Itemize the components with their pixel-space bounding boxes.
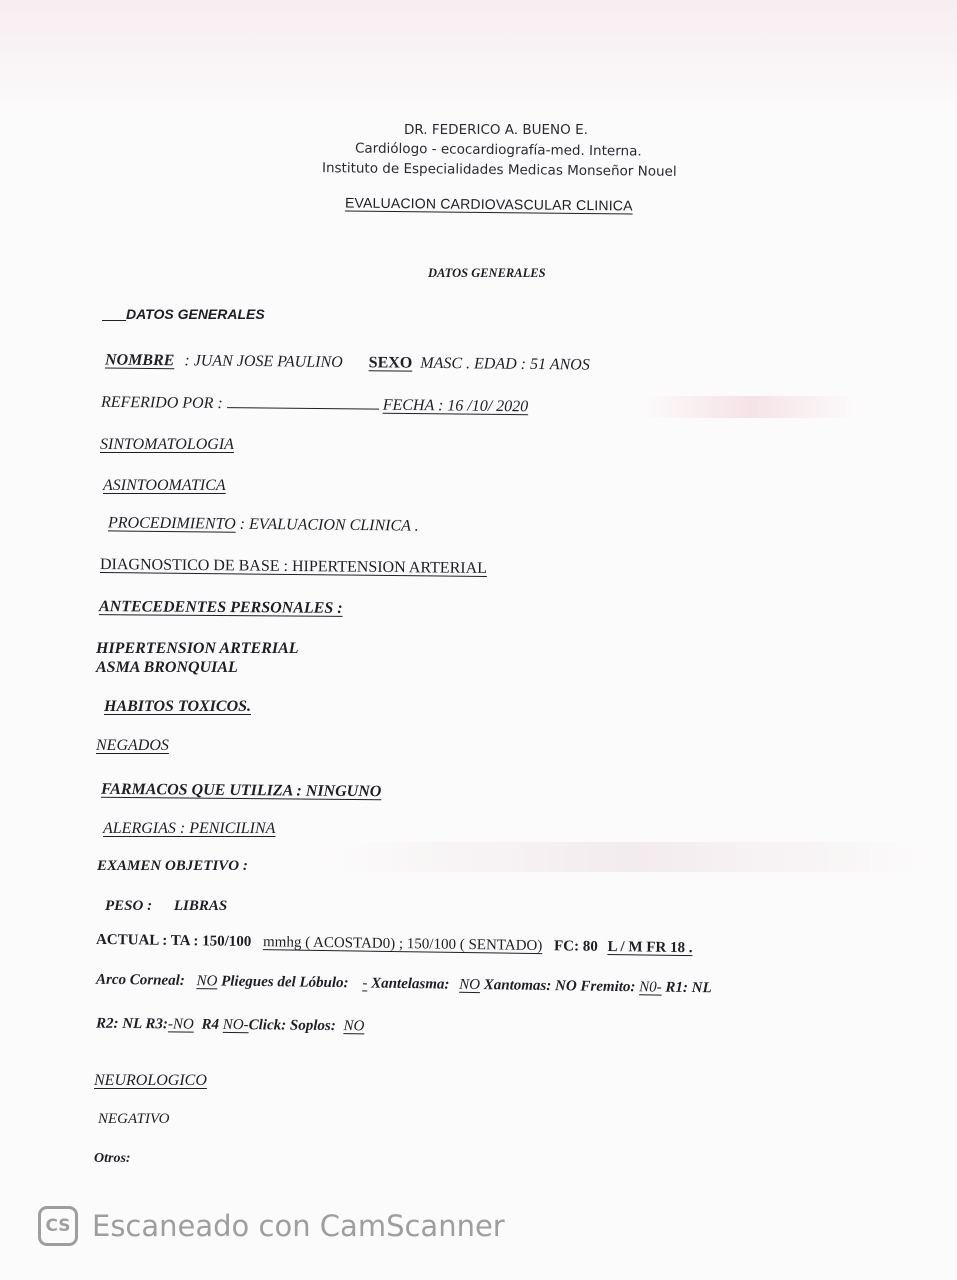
- xantelasma-label: Xantelasma:: [371, 975, 450, 993]
- scan-noise-band: [320, 842, 940, 872]
- vitals-row: [96, 932, 693, 957]
- xantelasma-value: NO: [459, 976, 481, 994]
- peso-value: LIBRAS: [173, 898, 228, 914]
- nombre-label: NOMBRE: [104, 351, 175, 370]
- exam-line-2: [96, 1016, 365, 1036]
- report-title: EVALUACION CARDIOVASCULAR CLINICA: [344, 194, 633, 214]
- diagnostico: DIAGNOSTICO DE BASE : HIPERTENSION ARTERIAL: [99, 555, 488, 578]
- underline-mark: [102, 320, 126, 321]
- neurologico-label: NEUROLOGICO: [94, 1072, 207, 1089]
- scan-noise-top: [0, 0, 957, 120]
- section-title-left: [102, 306, 265, 322]
- pliegues-label: Pliegues del Lóbulo:: [221, 973, 349, 992]
- nombre-value: : JUAN JOSE PAULINO: [184, 352, 343, 371]
- click-soplos-label: Click: Soplos:: [248, 1017, 336, 1035]
- habitos-label: HABITOS TOXICOS.: [104, 698, 252, 715]
- section-title-left-text: DATOS GENERALES: [126, 306, 265, 322]
- ta-detail: mmhg ( ACOSTAD0) ; 150/100 ( SENTADO): [262, 934, 543, 955]
- antecedente-item: HIPERTENSION ARTERIAL: [96, 640, 299, 657]
- r1-value: R1: NL: [665, 979, 712, 997]
- camscanner-watermark: [38, 1204, 505, 1248]
- neurologico-value: NEGATIVO: [98, 1111, 170, 1127]
- patient-name-row: [105, 351, 590, 374]
- referido-label: REFERIDO POR :: [100, 393, 223, 413]
- camscanner-logo-icon: CS: [38, 1206, 78, 1246]
- sexo-edad-value: MASC . EDAD : 51 ANOS: [420, 354, 590, 374]
- referido-row: [101, 394, 528, 416]
- r2-r3-label: R2: NL R3:: [95, 1015, 169, 1033]
- antecedentes-label: ANTECEDENTES PERSONALES :: [98, 598, 343, 617]
- section-title-center: DATOS GENERALES: [428, 266, 546, 280]
- referido-blank: [227, 407, 379, 410]
- peso-label: PESO :: [105, 898, 153, 914]
- arco-value: NO: [196, 973, 218, 990]
- farmacos: FARMACOS QUE UTILIZA : NINGUNO: [100, 780, 382, 801]
- pliegues-value: -: [362, 975, 368, 992]
- fc-value: FC: 80: [553, 938, 598, 955]
- r3-value: -NO: [167, 1016, 194, 1033]
- r4-label: R4: [201, 1016, 220, 1033]
- habitos-value: NEGADOS: [96, 737, 169, 754]
- scan-noise-band: [640, 396, 860, 418]
- peso-row: [105, 898, 227, 915]
- antecedente-item: ASMA BRONQUIAL: [96, 659, 238, 676]
- procedimiento-label: PROCEDIMIENTO: [107, 514, 236, 533]
- xantomas-fremito-label: Xantomas: NO Fremito:: [483, 977, 636, 996]
- sexo-label: SEXO: [368, 354, 413, 372]
- procedimiento-value: : EVALUACION CLINICA .: [239, 515, 419, 535]
- examen-label: EXAMEN OBJETIVO :: [97, 858, 248, 874]
- fecha-value: FECHA : 16 /10/ 2020: [382, 396, 529, 416]
- procedimiento-row: [108, 514, 419, 535]
- institute-name: Instituto de Especialidades Medicas Monseñor Nouel: [321, 160, 677, 180]
- fremito-value: N0-: [639, 979, 662, 996]
- sintomatologia-label: SINTOMATOLOGIA: [100, 436, 234, 453]
- alergias: ALERGIAS : PENICILINA: [103, 820, 276, 837]
- exam-line-1: [96, 972, 712, 998]
- otros-label: Otros:: [94, 1151, 131, 1166]
- doctor-name: DR. FEDERICO A. BUENO E.: [404, 122, 588, 138]
- camscanner-text: Escaneado con CamScanner: [92, 1209, 505, 1243]
- r4-value: NO-: [222, 1016, 249, 1034]
- doctor-specialty: Cardiólogo - ecocardiografía-med. Interna.: [354, 140, 642, 160]
- arco-label: Arco Corneal:: [95, 971, 185, 989]
- lm-fr-value: L / M FR 18 .: [607, 938, 693, 957]
- soplos-value: NO: [343, 1018, 365, 1035]
- sintomatologia-value: ASINTOOMATICA: [103, 477, 226, 494]
- ta-label: ACTUAL : TA : 150/100: [95, 931, 252, 951]
